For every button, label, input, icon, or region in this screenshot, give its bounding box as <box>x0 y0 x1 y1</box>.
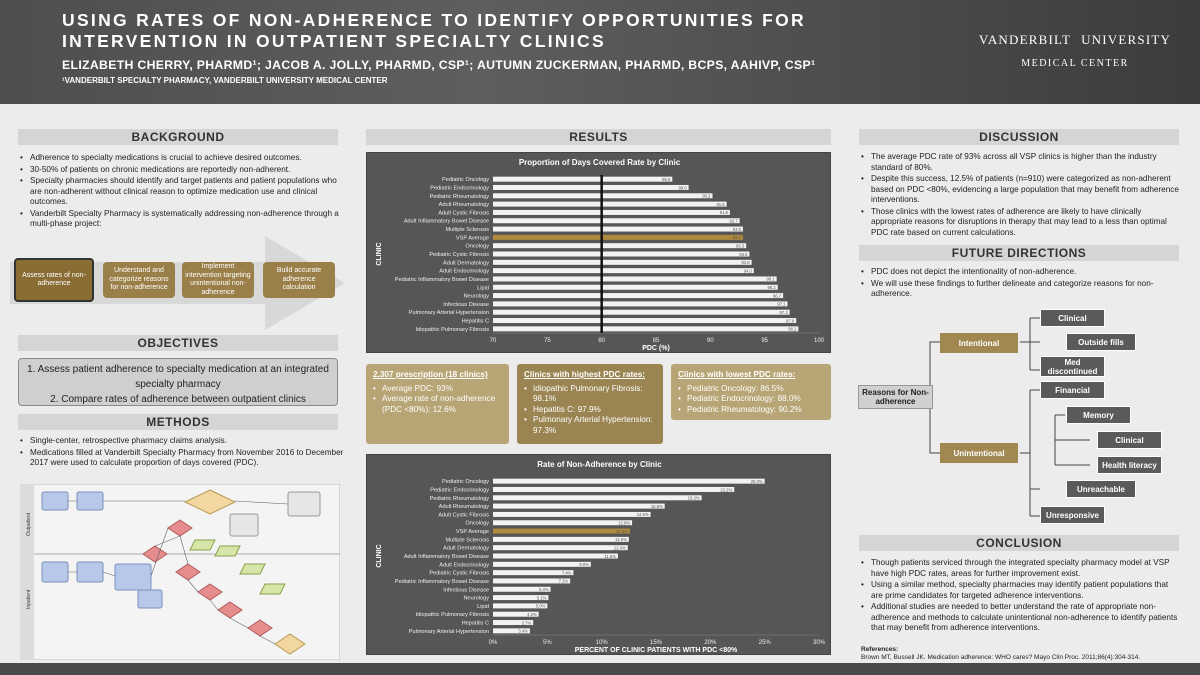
discussion-heading: DISCUSSION <box>859 129 1179 145</box>
chart-bar <box>493 210 730 215</box>
chart-category-label: Infectious Disease <box>443 301 489 308</box>
conclusion-bullet: • Though patients serviced through the integrated specialty pharmacy model at VSP have high PDC rates, areas for further improvement exist. <box>859 558 1179 579</box>
chart-bar <box>493 285 778 290</box>
chart-data-label: 88.0 <box>678 185 687 191</box>
chart-category-label: Pulmonary Arterial Hypertension <box>408 310 489 317</box>
chart-category-label: Infectious Disease <box>443 587 489 594</box>
chart-category-label: Pediatric Oncology <box>442 177 489 184</box>
chart-category-label: Adult Inflammatory Bowel Disease <box>403 218 489 225</box>
tree-intentional-clinical: Clinical <box>1040 309 1105 327</box>
chart-data-label: 93.3 <box>736 243 745 249</box>
chart-bar <box>493 554 618 559</box>
chart-category-label: Pediatric Cystic Fibrosis <box>429 570 489 577</box>
tree-unintentional-clinical: Clinical <box>1097 431 1162 449</box>
chart-data-label: 4.2% <box>527 612 537 618</box>
background-bullet: • Adherence to specialty medications is crucial to achieve desired outcomes. <box>18 153 348 164</box>
chart-category-label: Pediatric Oncology <box>442 479 489 486</box>
chart-category-label: Pediatric Cystic Fibrosis <box>429 252 489 258</box>
chart-data-label: 3.7% <box>521 620 532 626</box>
tree-memory: Memory <box>1066 406 1131 424</box>
poster-footer <box>0 663 1200 675</box>
tree-intentional: Intentional <box>940 333 1018 353</box>
background-list <box>18 153 348 231</box>
chart-x-tick-label: 90 <box>706 338 714 344</box>
chart-data-label: 15.8% <box>650 503 663 509</box>
future-bullet: • We will use these findings to further delineate and categorize reasons for non-adherence. <box>859 279 1179 300</box>
chart-data-label: 86.5 <box>662 176 671 182</box>
chart-x-tick-label: 100 <box>813 338 825 344</box>
highest-pdc-item: • Idiopathic Pulmonary Fibrosis: 98.1% <box>524 384 656 405</box>
lane-label-outpatient: Outpatient <box>26 512 32 536</box>
chart-category-label: VSP Average <box>455 529 489 536</box>
chart-x-tick-label: 70 <box>489 338 497 344</box>
summary-item: • Average rate of non-adherence (PDC <80%): 12.6% <box>373 394 502 415</box>
chart-data-label: 97.1 <box>777 301 786 307</box>
chart-data-label: 5.3% <box>539 587 549 593</box>
chart-title: Rate of Non-Adherence by Clinic <box>537 460 662 469</box>
objective-item: 1. Assess patient adherence to specialty medication at an integrated specialty pharmacy <box>27 364 329 390</box>
chart-bar <box>493 202 727 207</box>
chart-data-label: 93.0 <box>732 226 741 232</box>
chart-bar <box>493 310 790 315</box>
chart-bar <box>493 479 765 484</box>
chart-y-axis-label: CLINIC <box>376 242 383 266</box>
chart-bar <box>493 562 591 567</box>
chart-x-tick-label: 80 <box>598 338 606 344</box>
tree-root: Reasons for Non-adherence <box>858 385 933 409</box>
phase-1-box: Assess rates of non-adherence <box>14 258 94 302</box>
chart-data-label: 12.4% <box>613 545 626 551</box>
highest-pdc-item: • Hepatitis C: 97.9% <box>524 405 656 416</box>
chart-category-label: Pediatric Inflammatory Bowel Disease <box>394 578 489 585</box>
chart-data-label: 98.1 <box>788 326 797 332</box>
chart-title: Proportion of Days Covered Rate by Clinic <box>518 158 681 167</box>
chart-data-label: 7.1% <box>558 578 569 584</box>
chart-category-label: VSP Average <box>455 235 489 242</box>
pdc-chart <box>366 152 831 353</box>
chart-data-label: 91.5 <box>716 201 725 207</box>
methods-bullet: • Medications filled at Vanderbilt Specialty Pharmacy from November 2016 to December 2017 were used to calculate proportion of days covered (PDC). <box>18 448 348 469</box>
chart-data-label: 12.8% <box>618 520 631 526</box>
highest-pdc-title: Clinics with highest PDC rates: <box>524 370 646 379</box>
chart-data-label: 92.7 <box>729 218 738 224</box>
chart-category-label: Hepatitis C <box>461 318 489 325</box>
chart-data-label: 25.0% <box>750 478 763 484</box>
chart-bar <box>493 512 651 517</box>
future-heading: FUTURE DIRECTIONS <box>859 245 1179 261</box>
pdc-chart-svg <box>367 153 832 354</box>
chart-data-label: 93.0 <box>732 235 741 241</box>
chart-bar <box>493 326 798 331</box>
lowest-pdc-title: Clinics with lowest PDC rates: <box>678 370 796 379</box>
chart-x-tick-label: 15% <box>649 640 663 646</box>
logo-subtitle: MEDICAL CENTER <box>1021 58 1129 69</box>
chart-bar <box>493 243 746 248</box>
chart-data-label: 91.8 <box>719 210 728 216</box>
lowest-pdc-item: • Pediatric Oncology: 86.5% <box>678 384 824 395</box>
logo-left-text: VANDERBILT <box>978 32 1072 47</box>
chart-category-label: Pediatric Rheumatology <box>429 193 489 200</box>
chart-bar <box>493 537 629 542</box>
objectives-heading: OBJECTIVES <box>18 335 338 351</box>
background-bullet: • Vanderbilt Specialty Pharmacy is systematically addressing non-adherence through a multi-phase project: <box>18 209 348 230</box>
chart-x-tick-label: 10% <box>595 640 608 646</box>
chart-x-tick-label: 95 <box>761 338 769 344</box>
poster-title: USING RATES OF NON-ADHERENCE TO IDENTIFY OPPORTUNITIES FOR INTERVENTION IN OUTPATIENT SPECIALTY CLINICS <box>62 10 806 51</box>
chart-bar <box>493 177 672 182</box>
chart-bar <box>493 487 734 492</box>
highest-pdc-box <box>517 364 663 444</box>
chart-x-tick-label: 20% <box>704 640 717 646</box>
chart-data-label: 97.3 <box>779 310 788 316</box>
chart-category-label: Adult Dermatology <box>442 260 489 267</box>
chart-data-label: 97.9 <box>786 318 795 324</box>
chart-category-label: Pediatric Rheumatology <box>429 495 489 502</box>
chart-x-axis-label: PERCENT OF CLINIC PATIENTS WITH PDC <80% <box>574 647 738 654</box>
chart-category-label: Neurology <box>463 293 489 300</box>
tree-unresponsive: Unresponsive <box>1040 506 1105 524</box>
chart-data-label: 12.5% <box>614 537 627 543</box>
chart-category-label: Pediatric Endocrinology <box>430 487 489 494</box>
references-heading: References: <box>861 646 899 653</box>
summary-box-title: 2,307 prescription (18 clinics) <box>373 370 488 379</box>
chart-x-tick-label: 75 <box>543 338 551 344</box>
chart-data-label: 22.2% <box>720 487 733 493</box>
chart-bar <box>493 235 743 240</box>
chart-data-label: 94.0 <box>743 268 752 274</box>
poster-header <box>0 0 1200 104</box>
chart-data-label: 9.0% <box>579 562 589 568</box>
discussion-bullet: • Those clinics with the lowest rates of adherence are likely to have clinically appropriate reasons for disruptions in therapy that may lead to a less than optimal PDC rate based on current calculations. <box>859 207 1179 239</box>
background-bullet: • 30-50% of patients on chronic medications are reportedly non-adherent. <box>18 165 348 176</box>
chart-bar <box>493 495 702 500</box>
background-heading: BACKGROUND <box>18 129 338 145</box>
chart-category-label: Adult Endocrinology <box>439 268 489 275</box>
chart-bar <box>493 504 665 509</box>
chart-category-label: Lipid <box>477 603 489 610</box>
chart-data-label: 96.1 <box>766 276 775 282</box>
chart-category-label: Adult Rheumatology <box>438 504 489 511</box>
chart-category-label: Lipid <box>477 285 489 292</box>
references <box>861 646 1140 662</box>
chart-data-label: 14.5% <box>636 512 649 518</box>
results-heading: RESULTS <box>366 129 831 145</box>
chart-bar <box>493 252 749 257</box>
chart-bar <box>493 318 796 323</box>
chart-data-label: 93.8 <box>741 260 750 266</box>
chart-x-tick-label: 30% <box>812 640 826 646</box>
chart-bar <box>493 227 743 232</box>
chart-category-label: Adult Inflammatory Bowel Disease <box>403 554 489 560</box>
chart-bar <box>493 276 777 281</box>
chart-data-label: 5.1% <box>536 595 547 601</box>
chart-bar <box>493 520 632 525</box>
conclusion-bullet: • Additional studies are needed to better understand the rate of appropriate non-adherence and methods to calculate unintentional non-adherence to identify patients that may benefit from adherence interventions. <box>859 602 1179 634</box>
chart-bar <box>493 260 752 265</box>
chart-category-label: Multiple Sclerosis <box>445 537 489 544</box>
lowest-pdc-box <box>671 364 831 420</box>
chart-data-label: 90.2 <box>702 193 711 199</box>
methods-heading: METHODS <box>18 414 338 430</box>
conclusion-list <box>859 558 1179 635</box>
chart-data-label: 96.2 <box>767 285 776 291</box>
chart-bar <box>493 301 787 306</box>
non-adherence-chart-svg <box>367 455 832 656</box>
phase-flow <box>10 236 360 331</box>
summary-item: • Average PDC: 93% <box>373 384 502 395</box>
chart-category-label: Pediatric Inflammatory Bowel Disease <box>394 276 489 283</box>
chart-category-label: Idiopathic Pulmonary Fibrosis <box>415 326 489 333</box>
chart-category-label: Adult Cystic Fibrosis <box>438 512 489 519</box>
chart-x-tick-label: 5% <box>542 640 552 646</box>
chart-x-tick-label: 25% <box>758 640 771 646</box>
future-list <box>859 267 1179 301</box>
tree-unintentional: Unintentional <box>940 443 1018 463</box>
chart-x-tick-label: 85 <box>652 338 660 344</box>
chart-category-label: Idiopathic Pulmonary Fibrosis <box>415 612 489 619</box>
chart-category-label: Pediatric Endocrinology <box>430 185 489 192</box>
chart-data-label: 11.5% <box>604 553 616 559</box>
vanderbilt-logo <box>980 31 1170 69</box>
chart-category-label: Oncology <box>465 243 489 250</box>
future-bullet: • PDC does not depict the intentionality of non-adherence. <box>859 267 1179 278</box>
chart-category-label: Adult Endocrinology <box>439 562 489 569</box>
chart-category-label: Adult Cystic Fibrosis <box>438 210 489 217</box>
lowest-pdc-item: • Pediatric Rheumatology: 90.2% <box>678 405 824 416</box>
poster-affiliation: ¹VANDERBILT SPECIALTY PHARMACY, VANDERBILT UNIVERSITY MEDICAL CENTER <box>62 76 388 85</box>
tree-med-discontinued: Med discontinued <box>1040 356 1105 377</box>
discussion-bullet: • The average PDC rate of 93% across all VSP clinics is higher than the industry standard of 80%. <box>859 152 1179 173</box>
lowest-pdc-item: • Pediatric Endocrinology: 88.0% <box>678 394 824 405</box>
chart-y-axis-label: CLINIC <box>376 544 383 568</box>
conclusion-bullet: • Using a similar method, specialty pharmacies may identify patient populations that are prime candidates for targeted adherence interventions. <box>859 580 1179 601</box>
chart-category-label: Pulmonary Arterial Hypertension <box>408 628 489 635</box>
chart-data-label: 96.7 <box>772 293 782 299</box>
logo-right-text: UNIVERSITY <box>1081 32 1172 47</box>
chart-x-tick-label: 0% <box>488 640 498 646</box>
phase-4-box: Build accurate adherence calculation <box>263 262 335 298</box>
discussion-bullet: • Despite this success, 12.5% of patients (n=910) were categorized as non-adherent based on PDC <80%, evidencing a large population that may benefit from adherence interventions. <box>859 174 1179 206</box>
objectives-box <box>18 358 338 406</box>
chart-data-label: 93.6 <box>739 251 748 257</box>
tree-financial: Financial <box>1040 381 1105 399</box>
chart-data-label: 3.4% <box>518 628 528 634</box>
chart-data-label: 7.4% <box>561 570 572 576</box>
chart-category-label: Hepatitis C <box>461 620 489 627</box>
methods-flowchart <box>20 484 340 660</box>
phase-3-box: Implement intervention targeting unintentional non-adherence <box>182 262 254 298</box>
chart-data-label: 19.2% <box>687 495 700 501</box>
chart-data-label: 12.6% <box>616 528 628 534</box>
summary-box <box>366 364 509 444</box>
non-adherence-chart <box>366 454 831 655</box>
chart-bar <box>493 218 740 223</box>
methods-list <box>18 436 348 470</box>
lane-label-inpatient: Inpatient <box>26 589 32 609</box>
chart-category-label: Neurology <box>463 595 489 602</box>
conclusion-heading: CONCLUSION <box>859 535 1179 551</box>
chart-bar <box>493 185 689 190</box>
chart-data-label: 5.0% <box>535 603 546 609</box>
references-text: Brown MT, Bussell JK. Medication adherence: WHO cares? Mayo Clin Proc. 2011;86(4):304-314. <box>861 654 1141 661</box>
chart-x-axis-label: PDC (%) <box>642 345 670 352</box>
phase-2-box: Understand and categorize reasons for non-adherence <box>103 262 175 298</box>
tree-unreachable: Unreachable <box>1066 480 1136 498</box>
tree-health-literacy: Health literacy <box>1097 456 1162 474</box>
highest-pdc-item: • Pulmonary Arterial Hypertension: 97.3% <box>524 415 656 436</box>
background-bullet: • Specialty pharmacies should identify and target patients and patient populations who are non-adherent without clinical reason to optimize medication use and clinical outcomes. <box>18 176 348 208</box>
poster-authors: ELIZABETH CHERRY, PHARMD¹; JACOB A. JOLLY, PHARMD, CSP¹; AUTUMN ZUCKERMAN, PHARMD, BCPS, AAHIVP, CSP¹ <box>62 58 816 72</box>
chart-bar <box>493 268 754 273</box>
chart-bar <box>493 293 783 298</box>
tree-outside-fills: Outside fills <box>1066 333 1136 351</box>
chart-bar <box>493 529 630 534</box>
chart-category-label: Multiple Sclerosis <box>445 227 489 234</box>
chart-category-label: Adult Dermatology <box>442 545 489 552</box>
chart-category-label: Adult Rheumatology <box>438 202 489 209</box>
chart-bar <box>493 545 628 550</box>
methods-bullet: • Single-center, retrospective pharmacy claims analysis. <box>18 436 348 447</box>
discussion-list <box>859 152 1179 239</box>
chart-category-label: Oncology <box>465 520 489 527</box>
objective-item: 2. Compare rates of adherence between outpatient clinics <box>50 394 306 405</box>
